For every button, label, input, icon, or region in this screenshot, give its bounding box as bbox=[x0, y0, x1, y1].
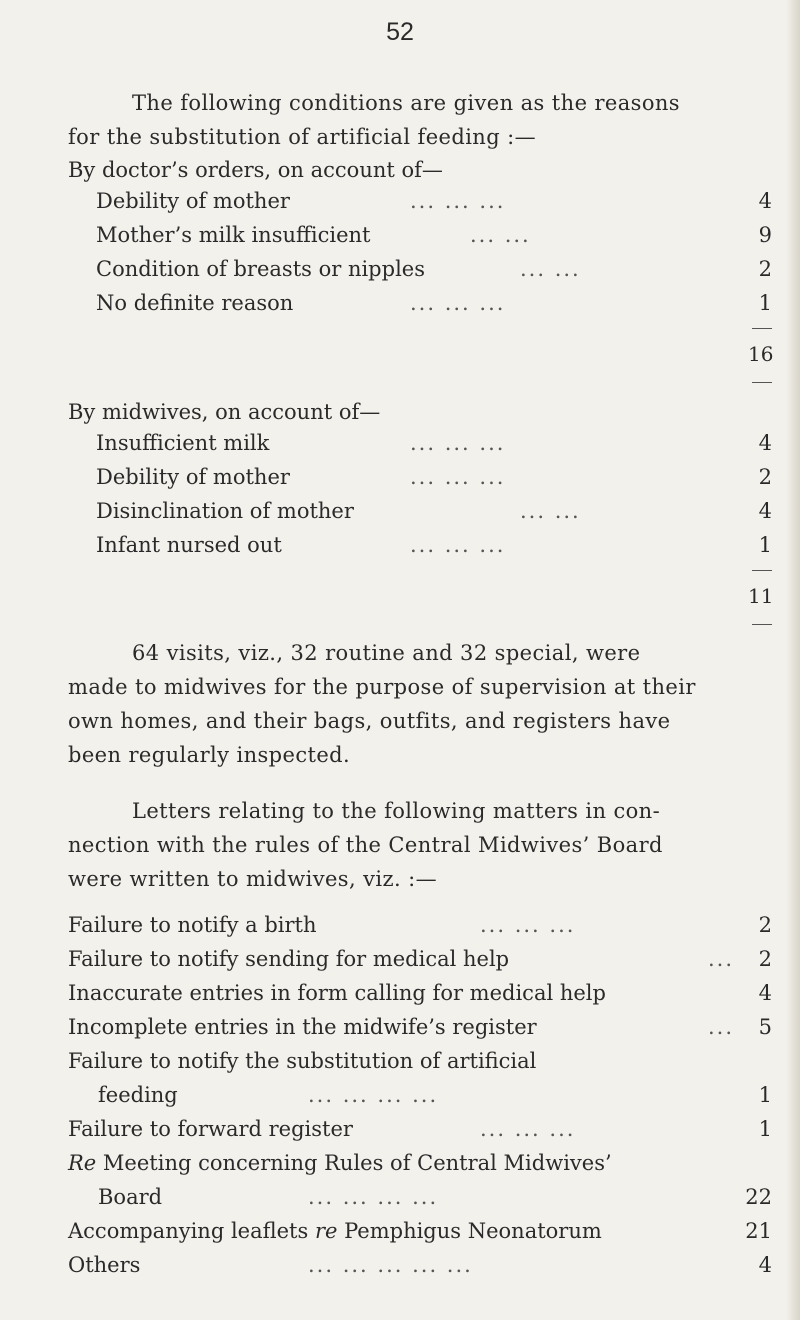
page-number: 52 bbox=[386, 18, 414, 46]
row-label: Mother’s milk insufficient bbox=[96, 223, 371, 247]
row-label: Inaccurate entries in form calling for medical help bbox=[68, 981, 606, 1005]
row-value: 1 bbox=[758, 1083, 772, 1107]
row-value: 2 bbox=[758, 913, 772, 937]
row-label: Board bbox=[98, 1185, 163, 1209]
row-value: 4 bbox=[758, 981, 772, 1005]
leader-dots: ... ... ... bbox=[410, 189, 506, 213]
leader-dots: ... ... ... bbox=[480, 1117, 576, 1141]
row-label: No definite reason bbox=[96, 291, 294, 315]
doctors-heading: By doctor’s orders, on account of— bbox=[68, 158, 443, 182]
letter-row-3 bbox=[68, 976, 772, 1010]
letter-row-4 bbox=[68, 1010, 772, 1044]
row-value: 22 bbox=[745, 1185, 772, 1209]
row-value: 1 bbox=[758, 291, 772, 315]
leader-dots: ... ... ... ... bbox=[308, 1185, 439, 1209]
doctors-row-4 bbox=[96, 286, 772, 320]
row-label: Infant nursed out bbox=[96, 533, 282, 557]
midwives-total: 11 bbox=[748, 584, 774, 608]
letter-row-1 bbox=[68, 908, 772, 942]
leader-dots: ... ... bbox=[470, 223, 531, 247]
row-label: Failure to notify the substitution of artificial bbox=[68, 1049, 537, 1073]
leader-dots: ... ... ... ... ... bbox=[308, 1253, 473, 1277]
re-italic: Re bbox=[68, 1151, 97, 1175]
intro-paragraph bbox=[68, 86, 766, 154]
row-label: Debility of mother bbox=[96, 465, 290, 489]
letter-row-5-cont bbox=[68, 1078, 772, 1112]
row-label-text: Accompanying leaflets bbox=[68, 1219, 315, 1243]
midwives-row-4 bbox=[96, 528, 772, 562]
leader-dots: ... ... ... bbox=[410, 533, 506, 557]
row-label: Debility of mother bbox=[96, 189, 290, 213]
row-label: feeding bbox=[98, 1083, 178, 1107]
leader-dots: ... ... ... bbox=[410, 431, 506, 455]
row-value: 5 bbox=[758, 1015, 772, 1039]
row-value: 1 bbox=[758, 533, 772, 557]
visits-line-1: 64 visits, viz., 32 routine and 32 special, were bbox=[132, 641, 641, 665]
row-value: 4 bbox=[758, 499, 772, 523]
row-label: Failure to notify sending for medical help bbox=[68, 947, 510, 971]
leader-dots: ... ... ... ... bbox=[308, 1083, 439, 1107]
midwives-row-3 bbox=[96, 494, 772, 528]
row-value: 2 bbox=[758, 465, 772, 489]
row-label: Failure to notify a birth bbox=[68, 913, 317, 937]
row-label: Others bbox=[68, 1253, 141, 1277]
row-label-text: Meeting concerning Rules of Central Midwives’ bbox=[96, 1151, 612, 1175]
intro-line-1: The following conditions are given as the reasons bbox=[132, 91, 680, 115]
leader-dots: ... bbox=[708, 1015, 735, 1039]
leader-dots: ... ... ... bbox=[480, 913, 576, 937]
row-value: 1 bbox=[758, 1117, 772, 1141]
midwives-row-1 bbox=[96, 426, 772, 460]
sum-rule-top bbox=[752, 328, 772, 329]
letters-line-2: nection with the rules of the Central Midwives’ Board bbox=[68, 833, 663, 857]
doctors-total: 16 bbox=[748, 342, 774, 366]
row-label: Disinclination of mother bbox=[96, 499, 354, 523]
letter-row-8 bbox=[68, 1214, 772, 1248]
doctors-row-2 bbox=[96, 218, 772, 252]
row-label bbox=[68, 1214, 602, 1248]
row-value: 9 bbox=[758, 223, 772, 247]
leader-dots: ... ... bbox=[520, 257, 581, 281]
re-italic: re bbox=[314, 1219, 338, 1243]
letter-row-9 bbox=[68, 1248, 772, 1282]
intro-line-2: for the substitution of artificial feeding :— bbox=[68, 125, 537, 149]
letter-row-7 bbox=[68, 1146, 772, 1180]
row-label-tail: Pemphigus Neonatorum bbox=[337, 1219, 602, 1243]
midwives-heading: By midwives, on account of— bbox=[68, 400, 381, 424]
row-label: Insufficient milk bbox=[96, 431, 270, 455]
doctors-row-1 bbox=[96, 184, 772, 218]
sum-rule-bottom bbox=[752, 624, 772, 625]
row-label: Incomplete entries in the midwife’s register bbox=[68, 1015, 537, 1039]
page-edge-shadow bbox=[786, 0, 800, 1320]
row-label: Condition of breasts or nipples bbox=[96, 257, 425, 281]
sum-rule-bottom bbox=[752, 382, 772, 383]
leader-dots: ... ... bbox=[520, 499, 581, 523]
visits-line-3: own homes, and their bags, outfits, and registers have bbox=[68, 709, 671, 733]
row-value: 2 bbox=[758, 257, 772, 281]
midwives-row-2 bbox=[96, 460, 772, 494]
doctors-row-3 bbox=[96, 252, 772, 286]
letter-row-2 bbox=[68, 942, 772, 976]
visits-line-2: made to midwives for the purpose of supervision at their bbox=[68, 675, 696, 699]
letter-row-6 bbox=[68, 1112, 772, 1146]
sum-rule-top bbox=[752, 570, 772, 571]
letter-row-7-cont bbox=[68, 1180, 772, 1214]
row-value: 4 bbox=[758, 1253, 772, 1277]
row-label: Failure to forward register bbox=[68, 1117, 353, 1141]
letter-row-5 bbox=[68, 1044, 772, 1078]
row-value: 4 bbox=[758, 431, 772, 455]
row-value: 2 bbox=[758, 947, 772, 971]
letters-line-3: were written to midwives, viz. :— bbox=[68, 867, 437, 891]
row-value: 21 bbox=[745, 1219, 772, 1243]
row-value: 4 bbox=[758, 189, 772, 213]
leader-dots: ... ... ... bbox=[410, 291, 506, 315]
leader-dots: ... ... ... bbox=[410, 465, 506, 489]
visits-paragraph bbox=[68, 636, 766, 772]
leader-dots: ... bbox=[708, 947, 735, 971]
letters-paragraph bbox=[68, 794, 766, 896]
row-label bbox=[68, 1146, 612, 1180]
letters-line-1: Letters relating to the following matters in con- bbox=[132, 799, 661, 823]
visits-line-4: been regularly inspected. bbox=[68, 743, 351, 767]
